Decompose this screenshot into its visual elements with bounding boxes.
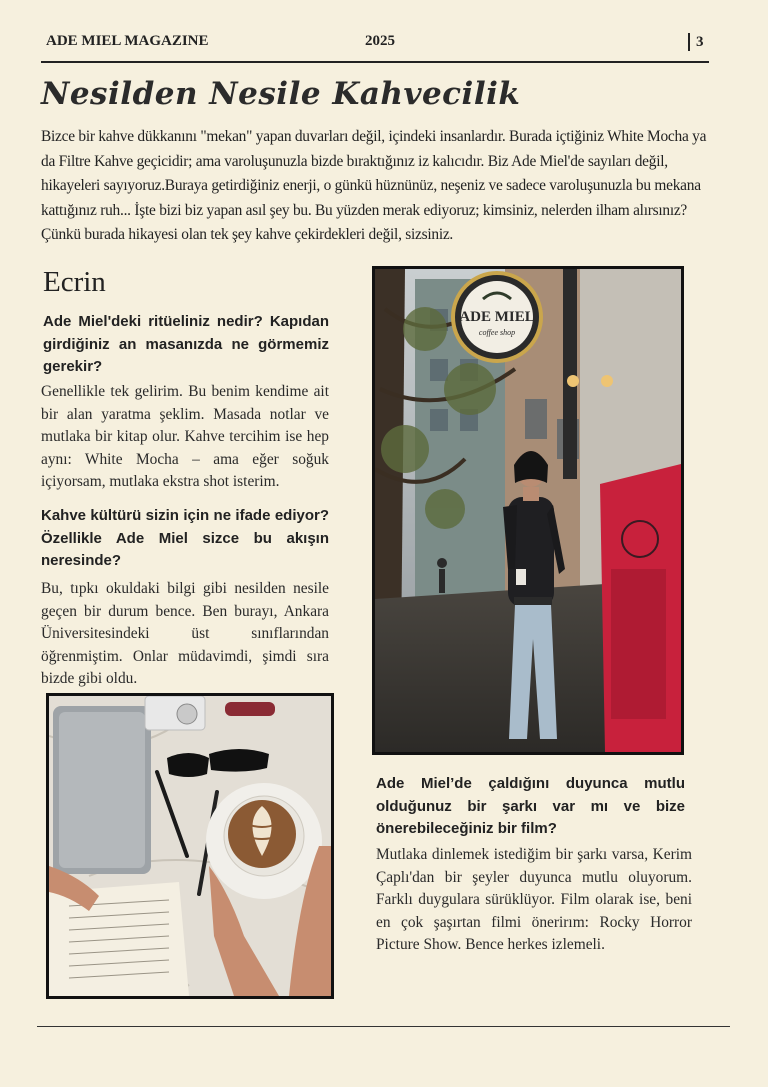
footer-divider xyxy=(37,1026,730,1027)
storefront-portrait-photo xyxy=(372,266,684,755)
sign-subtext: coffee shop xyxy=(478,328,516,337)
coffee-table-photo xyxy=(46,693,334,999)
question-1: Ade Miel'deki ritüeliniz nedir? Kapıdan girdiğiniz an masanızda ne görmemiz gerekir? xyxy=(43,313,329,375)
answer-3: Mutlaka dinlemek istediğim bir şarkı varsa, Kerim Çaplı'dan bir şeyler duyunca mutlu oluyorum. Farklı duygulara sürüklüyor. Film olarak ise, beni en çok şaşırtan filmi önerirım: Rocky Horror Picture Show. Bence herkes izlemeli. xyxy=(376,846,692,954)
issue-year: 2025 xyxy=(365,33,395,49)
interviewee-name: Ecrin xyxy=(43,266,106,298)
question-2: Kahve kültürü sizin için ne ifade ediyor? Özellikle Ade Miel sizce bu akışın neresinde? xyxy=(41,507,329,569)
answer-2: Bu, tıpkı okuldaki bilgi gibi nesilden nesile geçen bir durum bence. Ben burayı, Ankara Üniversitesindeki üst sınıflarından öğrenmiştim. Onlar müdavimdi, şimdi sıra bizde gibi oldu. xyxy=(41,580,329,688)
article-intro: Bizce bir kahve dükkanını "mekan" yapan duvarları değil, içindeki insanlardır. Burada içtiğiniz White Mocha ya da Filtre Kahve geçicidir; ama varoluşunuzla bizde bıraktığınız iz kalıcıdır. Biz Ade Miel'de sayıları değil, hikayeleri sayıyoruz.Buraya getirdiğiniz enerji, o günkü hüznünüz, neşeniz ve sadece varoluşunuzla bu mekana kattığınız ruh... İşte bizi biz yapan asıl şey bu. Bu yüzden merak ediyoruz; kimsiniz, nelerden ilham alırsınız? Çünkü burada hikayesi olan tek şey kahve çekirdekleri değil, sizsiniz. xyxy=(41,128,707,244)
magazine-name: ADE MIEL MAGAZINE xyxy=(46,33,209,49)
page-number: 3 xyxy=(688,33,704,51)
sign-text: ADE MIEL xyxy=(459,309,535,325)
question-3: Ade Miel’de çaldığını duyunca mutlu olduğunuz bir şarkı var mı ve bize önerebileceğiniz bir film? xyxy=(376,775,685,837)
answer-1: Genellikle tek gelirim. Bu benim kendime ait bir alan yaratma şeklim. Masada notlar ve mutlaka bir kitap olur. Kahve tercihim ise hep aynı: White Mocha – ama eğer soğuk içiyorsam, mutlaka ekstra shot isterim. xyxy=(41,383,329,491)
header-divider xyxy=(41,61,709,63)
article-title: Nesilden Nesile Kahvecilik xyxy=(41,76,521,112)
